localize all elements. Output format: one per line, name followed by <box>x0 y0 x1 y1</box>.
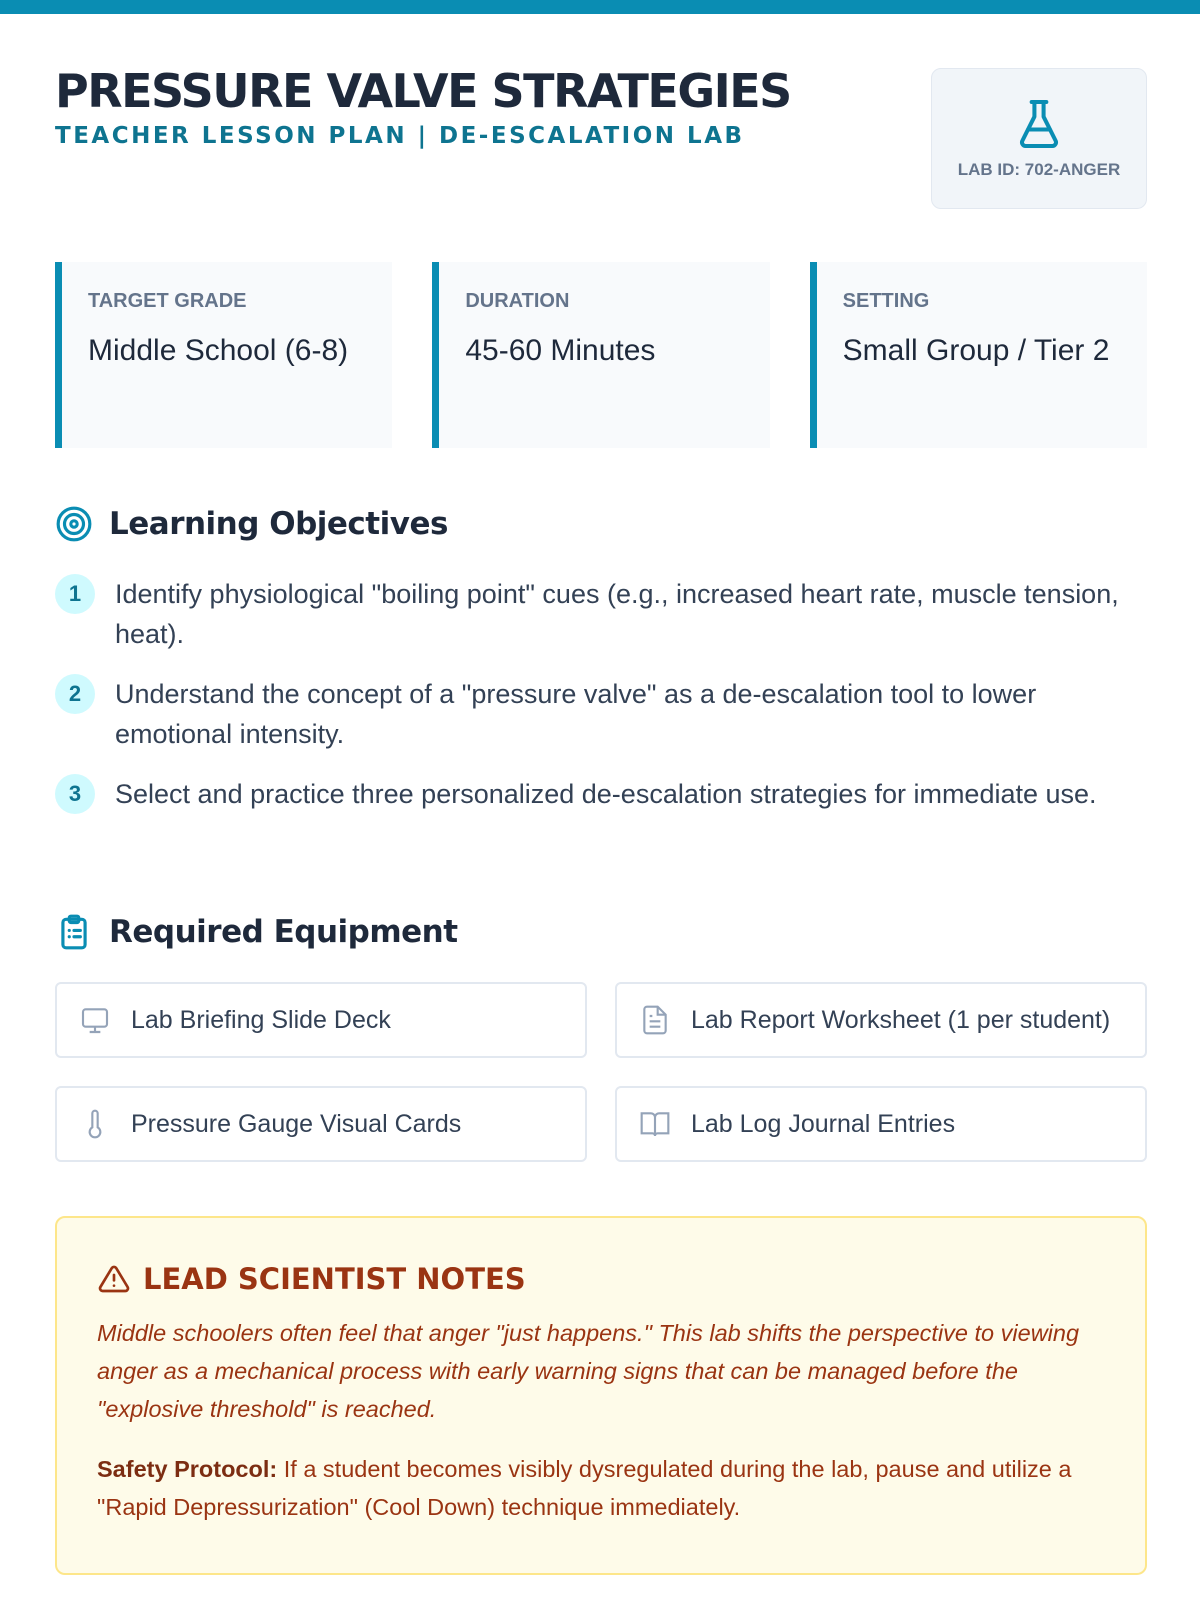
meta-value: Small Group / Tier 2 <box>842 334 1110 367</box>
target-icon <box>55 505 93 543</box>
section-title: Learning Objectives <box>109 506 448 542</box>
notes-title: LEAD SCIENTIST NOTES <box>143 1262 526 1296</box>
document-icon <box>639 1004 671 1036</box>
meta-value: Middle School (6-8) <box>88 334 349 367</box>
meta-label: SETTING <box>842 290 930 312</box>
page-subtitle: TEACHER LESSON PLAN | DE-ESCALATION LAB <box>55 122 745 149</box>
warning-icon <box>97 1263 131 1295</box>
equipment-heading <box>55 912 458 952</box>
safety-label: Safety Protocol: <box>97 1456 278 1482</box>
item-text: Identify physiological "boiling point" cues (e.g., increased heart rate, muscle tension, heat). <box>115 579 1119 649</box>
objectives-list <box>55 574 1147 834</box>
objectives-heading <box>55 505 448 543</box>
equipment-item <box>55 1086 587 1162</box>
meta-target-grade <box>55 262 392 448</box>
top-accent-bar <box>0 0 1200 14</box>
header <box>55 66 1147 209</box>
item-number: 1 <box>55 574 95 614</box>
meta-label: DURATION <box>465 290 570 312</box>
lab-id-badge <box>931 68 1147 209</box>
equipment-item <box>615 1086 1147 1162</box>
meta-value: 45-60 Minutes <box>465 334 656 367</box>
item-text: Select and practice three personalized de-escalation strategies for immediate use. <box>115 779 1097 809</box>
equipment-label: Pressure Gauge Visual Cards <box>131 1109 462 1138</box>
lesson-meta <box>55 262 1147 448</box>
equipment-label: Lab Log Journal Entries <box>691 1109 956 1138</box>
list-item <box>55 574 1147 654</box>
thermometer-icon <box>79 1108 111 1140</box>
item-number: 3 <box>55 774 95 814</box>
equipment-item <box>615 982 1147 1058</box>
list-item <box>55 674 1147 754</box>
notes-body: Middle schoolers often feel that anger "just happens." This lab shifts the perspective to viewing anger as a mechanical process with early warning signs that can be managed before the "explosive threshold" is reached. <box>97 1320 1080 1422</box>
clipboard-list-icon <box>55 912 93 952</box>
meta-setting <box>810 262 1147 448</box>
lab-id: LAB ID: 702-ANGER <box>957 159 1121 179</box>
safety-protocol <box>97 1450 1105 1526</box>
list-item <box>55 774 1147 814</box>
book-icon <box>639 1108 671 1140</box>
equipment-grid <box>55 982 1147 1162</box>
page-title: PRESSURE VALVE STRATEGIES <box>55 64 791 118</box>
monitor-icon <box>79 1004 111 1036</box>
equipment-label: Lab Briefing Slide Deck <box>131 1005 391 1034</box>
safety-text: If a student becomes visibly dysregulated during the lab, pause and utilize a "Rapid Depressurization" (Cool Down) technique immediately. <box>97 1456 1072 1520</box>
section-title: Required Equipment <box>109 914 458 950</box>
meta-label: TARGET GRADE <box>88 290 247 312</box>
meta-duration <box>432 262 769 448</box>
lead-scientist-notes <box>55 1216 1147 1575</box>
item-number: 2 <box>55 674 95 714</box>
equipment-label: Lab Report Worksheet (1 per student) <box>691 1005 1111 1034</box>
equipment-item <box>55 982 587 1058</box>
flask-icon <box>1017 98 1061 150</box>
item-text: Understand the concept of a "pressure valve" as a de-escalation tool to lower emotional intensity. <box>115 679 1037 749</box>
